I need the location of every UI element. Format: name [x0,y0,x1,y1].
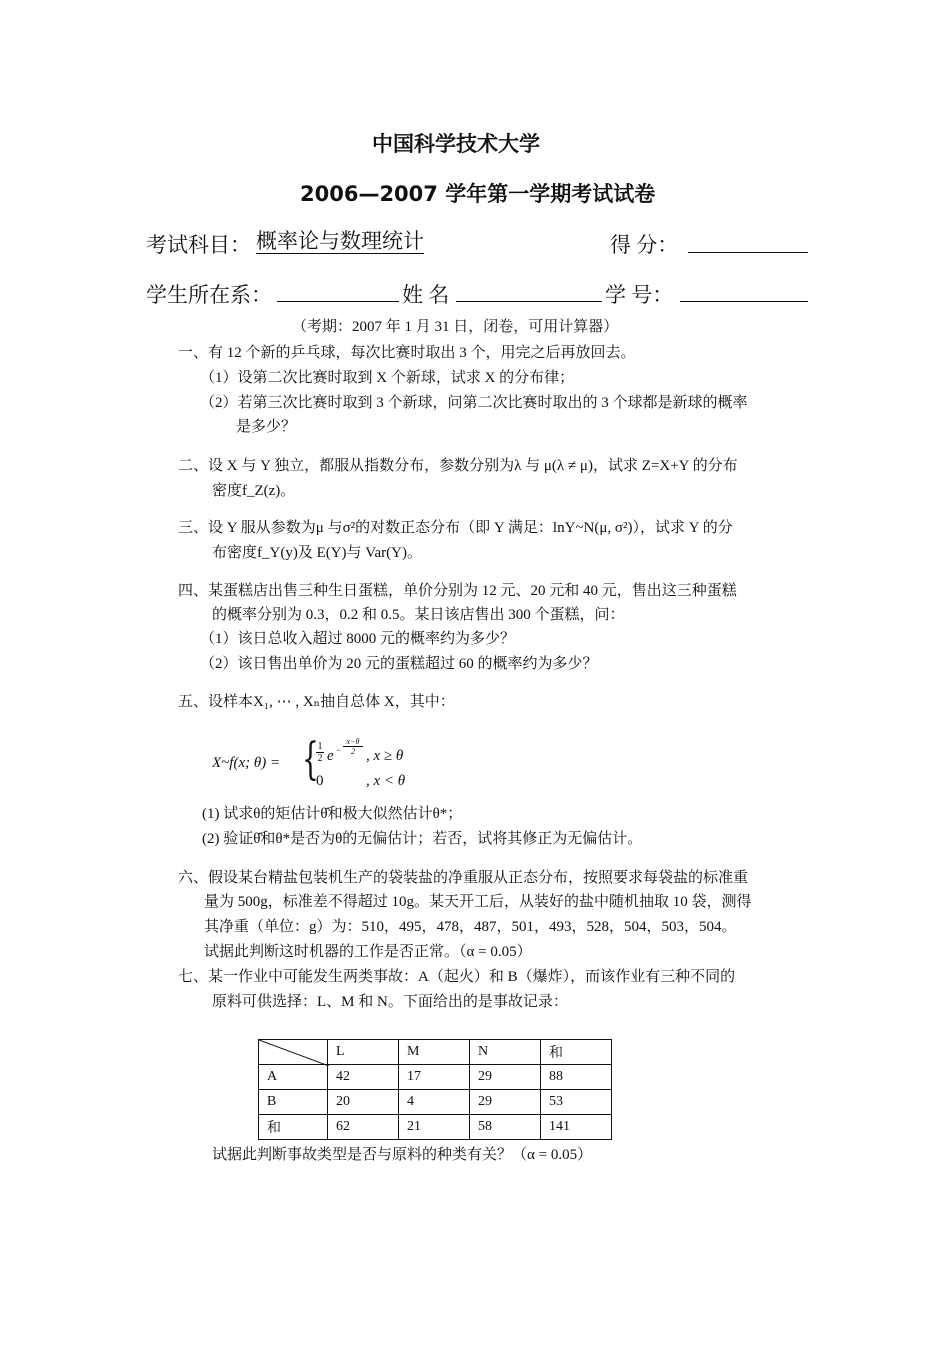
table-row-label: B [259,1090,328,1115]
q4-part2: （2）该日售出单价为 20 元的蛋糕超过 60 的概率约为多少？ [200,656,598,672]
q2-line2: 密度f_Z(z)。 [212,483,296,499]
q3-line1: 三、设 Y 服从参数为μ 与σ²的对数正态分布（即 Y 满足：lnY~N(μ, σ²)），试求 Y 的分 [178,520,733,536]
q1-part1: （1）设第二次比赛时取到 X 个新球，试求 X 的分布律； [200,370,575,386]
q5-stem: 五、设样本X₁, ⋯ , Xₙ抽自总体 X，其中： [178,694,455,710]
q5-case1-minus: − [336,745,342,755]
score-label: 得 分： [610,233,679,257]
table-cell: 42 [328,1065,399,1090]
q4-line1: 四、某蛋糕店出售三种生日蛋糕，单价分别为 12 元、20 元和 40 元，售出这三种蛋糕 [178,583,737,599]
q5-case1-exp-num: x−θ [346,737,360,746]
q5-case1-exp-den: 2 [351,747,355,756]
q7-footer: 试据此判断事故类型是否与原料的种类有关？（α = 0.05） [212,1147,593,1163]
q5-case1-exponent [343,737,363,756]
q2-line1: 二、设 X 与 Y 独立，都服从指数分布，参数分别为λ 与 μ(λ ≠ μ)，试求 Z=X+Y 的分布 [178,458,738,474]
table-cell: 29 [470,1065,541,1090]
id-label: 学 号： [605,283,674,307]
q1-part2-line1: （2）若第三次比赛时取到 3 个新球，问第二次比赛时取出的 3 个球都是新球的概率 [200,395,748,411]
q5-brace: { [302,734,319,785]
table-header-cell: N [470,1040,541,1065]
accident-table [258,1039,612,1140]
table-row [259,1090,612,1115]
q5-case1-base: e [327,748,334,764]
subject-label: 考试科目： [146,233,251,257]
q4-line2: 的概率分别为 0.3，0.2 和 0.5。某日该店售出 300 个蛋糕，问： [212,607,625,623]
q5-case1-frac-num: 1 [317,741,323,752]
q5-case2-condition: , x < θ [366,773,406,789]
table-row [259,1065,612,1090]
q3-line2: 布密度f_Y(y)及 E(Y)与 Var(Y)。 [212,545,422,561]
q5-part1: (1) 试求θ的矩估计θ̂和极大似然估计θ*； [202,806,463,822]
diagonal-line [259,1040,329,1066]
id-blank[interactable] [680,281,808,302]
table-cell: 53 [541,1090,612,1115]
dept-label: 学生所在系： [146,283,272,307]
table-cell: 88 [541,1065,612,1090]
table-cell: 141 [541,1115,612,1140]
table-corner-cell [259,1040,328,1065]
q5-case1-frac-den: 2 [317,753,323,764]
q5-case1-condition: , x ≥ θ [366,748,404,764]
university-title: 中国科学技术大学 [372,132,540,156]
q1-part2-line2: 是多少？ [236,419,297,435]
q5-case1-fraction [316,741,324,764]
dept-blank[interactable] [277,281,399,302]
name-blank[interactable] [456,281,602,302]
table-cell: 4 [399,1090,470,1115]
q5-formula-lhs: X~f(x; θ) = [212,755,281,771]
table-row-label: A [259,1065,328,1090]
q6-line1: 六、假设某台精盐包装机生产的袋装盐的净重服从正态分布，按照要求每袋盐的标准重 [178,870,749,886]
exam-term-title: 2006—2007 学年第一学期考试试卷 [300,182,656,206]
name-label: 姓 名 [402,283,450,307]
q4-part1: （1）该日总收入超过 8000 元的概率约为多少？ [200,631,516,647]
table-header-row [259,1040,612,1065]
q7-line1: 七、某一作业中可能发生两类事故：A（起火）和 B（爆炸），而该作业有三种不同的 [178,969,736,985]
q1-stem: 一、有 12 个新的乒乓球，每次比赛时取出 3 个，用完之后再放回去。 [178,345,636,361]
score-blank[interactable] [688,232,808,253]
table-cell: 29 [470,1090,541,1115]
table-cell: 20 [328,1090,399,1115]
table-row [259,1115,612,1140]
table-header-cell: L [328,1040,399,1065]
table-header-cell: M [399,1040,470,1065]
table-cell: 58 [470,1115,541,1140]
q5-case2-value: 0 [316,773,324,789]
q6-line2: 量为 500g，标准差不得超过 10g。某天开工后，从装好的盐中随机抽取 10 袋，测得 [204,894,752,910]
table-cell: 21 [399,1115,470,1140]
subject-value: 概率论与数理统计 [256,229,424,253]
table-cell: 17 [399,1065,470,1090]
q7-line2: 原料可供选择：L、M 和 N。下面给出的是事故记录： [212,994,568,1010]
exam-note: （考期：2007 年 1 月 31 日，闭卷，可用计算器） [292,319,619,335]
table-header-cell: 和 [541,1040,612,1065]
table-row-label: 和 [259,1115,328,1140]
q6-line4: 试据此判断这时机器的工作是否正常。（α = 0.05） [204,944,532,960]
table-cell: 62 [328,1115,399,1140]
q6-line3: 其净重（单位：g）为：510，495，478，487，501，493，528，504，503，504。 [204,919,737,935]
q5-part2: (2) 验证θ̂和θ*是否为θ的无偏估计；若否，试将其修正为无偏估计。 [202,831,643,847]
